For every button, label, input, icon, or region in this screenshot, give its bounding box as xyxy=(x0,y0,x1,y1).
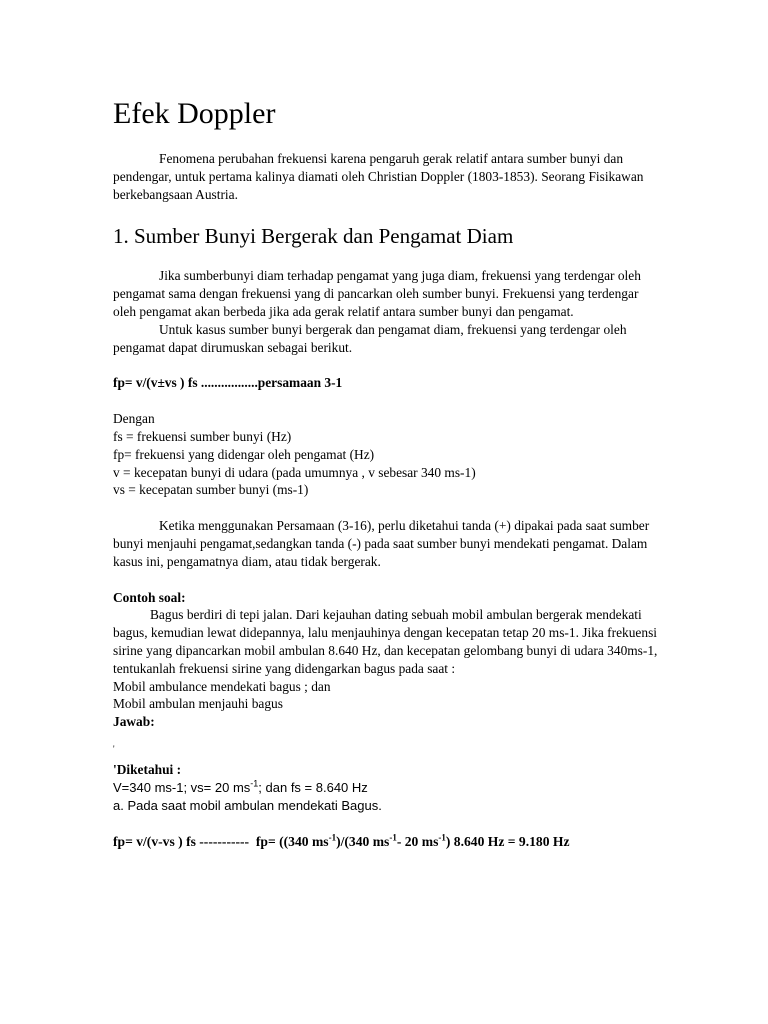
case-a-label: a. Pada saat mobil ambulan mendekati Bagus. xyxy=(113,797,382,813)
formula-a-part-2: )/(340 ms xyxy=(336,833,390,849)
example-text: Bagus berdiri di tepi jalan. Dari kejauhan dating sebuah mobil ambulan bergerak mendekati bagus, kemudian lewat didepannya, lalu menjauhinya dengan kecepatan tetap 20 ms-1. Jika frekuensi sirine yang dipancarkan mobil ambulan 8.640 Hz, dan kecepatan gelombang bunyi di udara 340ms-1, tentukanlah frekuensi sirine yang didengarkan bagus pada saat : xyxy=(113,607,658,676)
known-rest: ; dan fs = 8.640 Hz xyxy=(258,779,368,795)
answer-label: Jawab: xyxy=(113,714,155,730)
definition-fp: fp= frekuensi yang didengar oleh pengamat (Hz) xyxy=(113,446,375,462)
example-label: Contoh soal: xyxy=(113,589,186,605)
document-page xyxy=(113,96,658,851)
definition-v: v = kecepatan bunyi di udara (pada umumnya , v sebesar 340 ms-1) xyxy=(113,464,476,480)
formula-3-1: fp= v/(v±vs ) fs .................persamaan 3-1 xyxy=(113,375,343,391)
formula-a-part-3: - 20 ms xyxy=(396,833,439,849)
section-paragraph-2: Untuk kasus sumber bunyi bergerak dan pengamat diam, frekuensi yang terdengar oleh pengamat dapat dirumuskan sebagai berikut. xyxy=(113,321,627,355)
example-case-1: Mobil ambulance mendekati bagus ; dan xyxy=(113,678,331,694)
section-heading: 1. Sumber Bunyi Bergerak dan Pengamat Diam xyxy=(113,224,514,249)
known-v: V=340 ms-1; vs= 20 ms xyxy=(113,779,251,795)
known-label: 'Diketahui : xyxy=(113,761,182,777)
known-values xyxy=(113,779,658,797)
formula-a-left: fp= v/(v-vs ) fs ----------- xyxy=(113,833,253,849)
page-title: Efek Doppler xyxy=(113,97,276,130)
definition-fs: fs = frekuensi sumber bunyi (Hz) xyxy=(113,428,292,444)
known-superscript: -1 xyxy=(250,778,259,789)
formula-a-sup-1: -1 xyxy=(328,832,337,843)
formula-a-sup-3: -1 xyxy=(438,832,446,843)
formula-a-sup-2: -1 xyxy=(389,832,397,843)
definition-vs: vs = kecepatan sumber bunyi (ms-1) xyxy=(113,482,309,498)
intro-paragraph: Fenomena perubahan frekuensi karena pengaruh gerak relatif antara sumber bunyi dan pendengar, untuk pertama kalinya diamati oleh Christian Doppler (1803-1853). Seorang Fisikawan berkebangsaan Austria. xyxy=(113,151,644,202)
dengan-label: Dengan xyxy=(113,411,155,427)
formula-case-a xyxy=(113,833,658,851)
section-paragraph-3: Ketika menggunakan Persamaan (3-16), perlu diketahui tanda (+) dipakai pada saat sumber bunyi menjauhi pengamat,sedangkan tanda (-) pada saat sumber bunyi mendekati pengamat. Dalam kasus ini, pengamatnya diam, atau tidak bergerak. xyxy=(113,518,650,569)
formula-a-part-1: fp= ((340 ms xyxy=(255,833,329,849)
stray-tick-mark: ' xyxy=(113,743,115,754)
formula-a-part-4: ) 8.640 Hz = 9.180 Hz xyxy=(445,833,570,849)
example-case-2: Mobil ambulan menjauhi bagus xyxy=(113,696,283,712)
section-paragraph-1: Jika sumberbunyi diam terhadap pengamat yang juga diam, frekuensi yang terdengar oleh pengamat sama dengan frekuensi yang di pancarkan oleh sumber bunyi. Frekuensi yang terdengar oleh pengamat akan berbeda jika ada gerak relatif antara sumber bunyi dan pengamat. xyxy=(113,268,641,319)
